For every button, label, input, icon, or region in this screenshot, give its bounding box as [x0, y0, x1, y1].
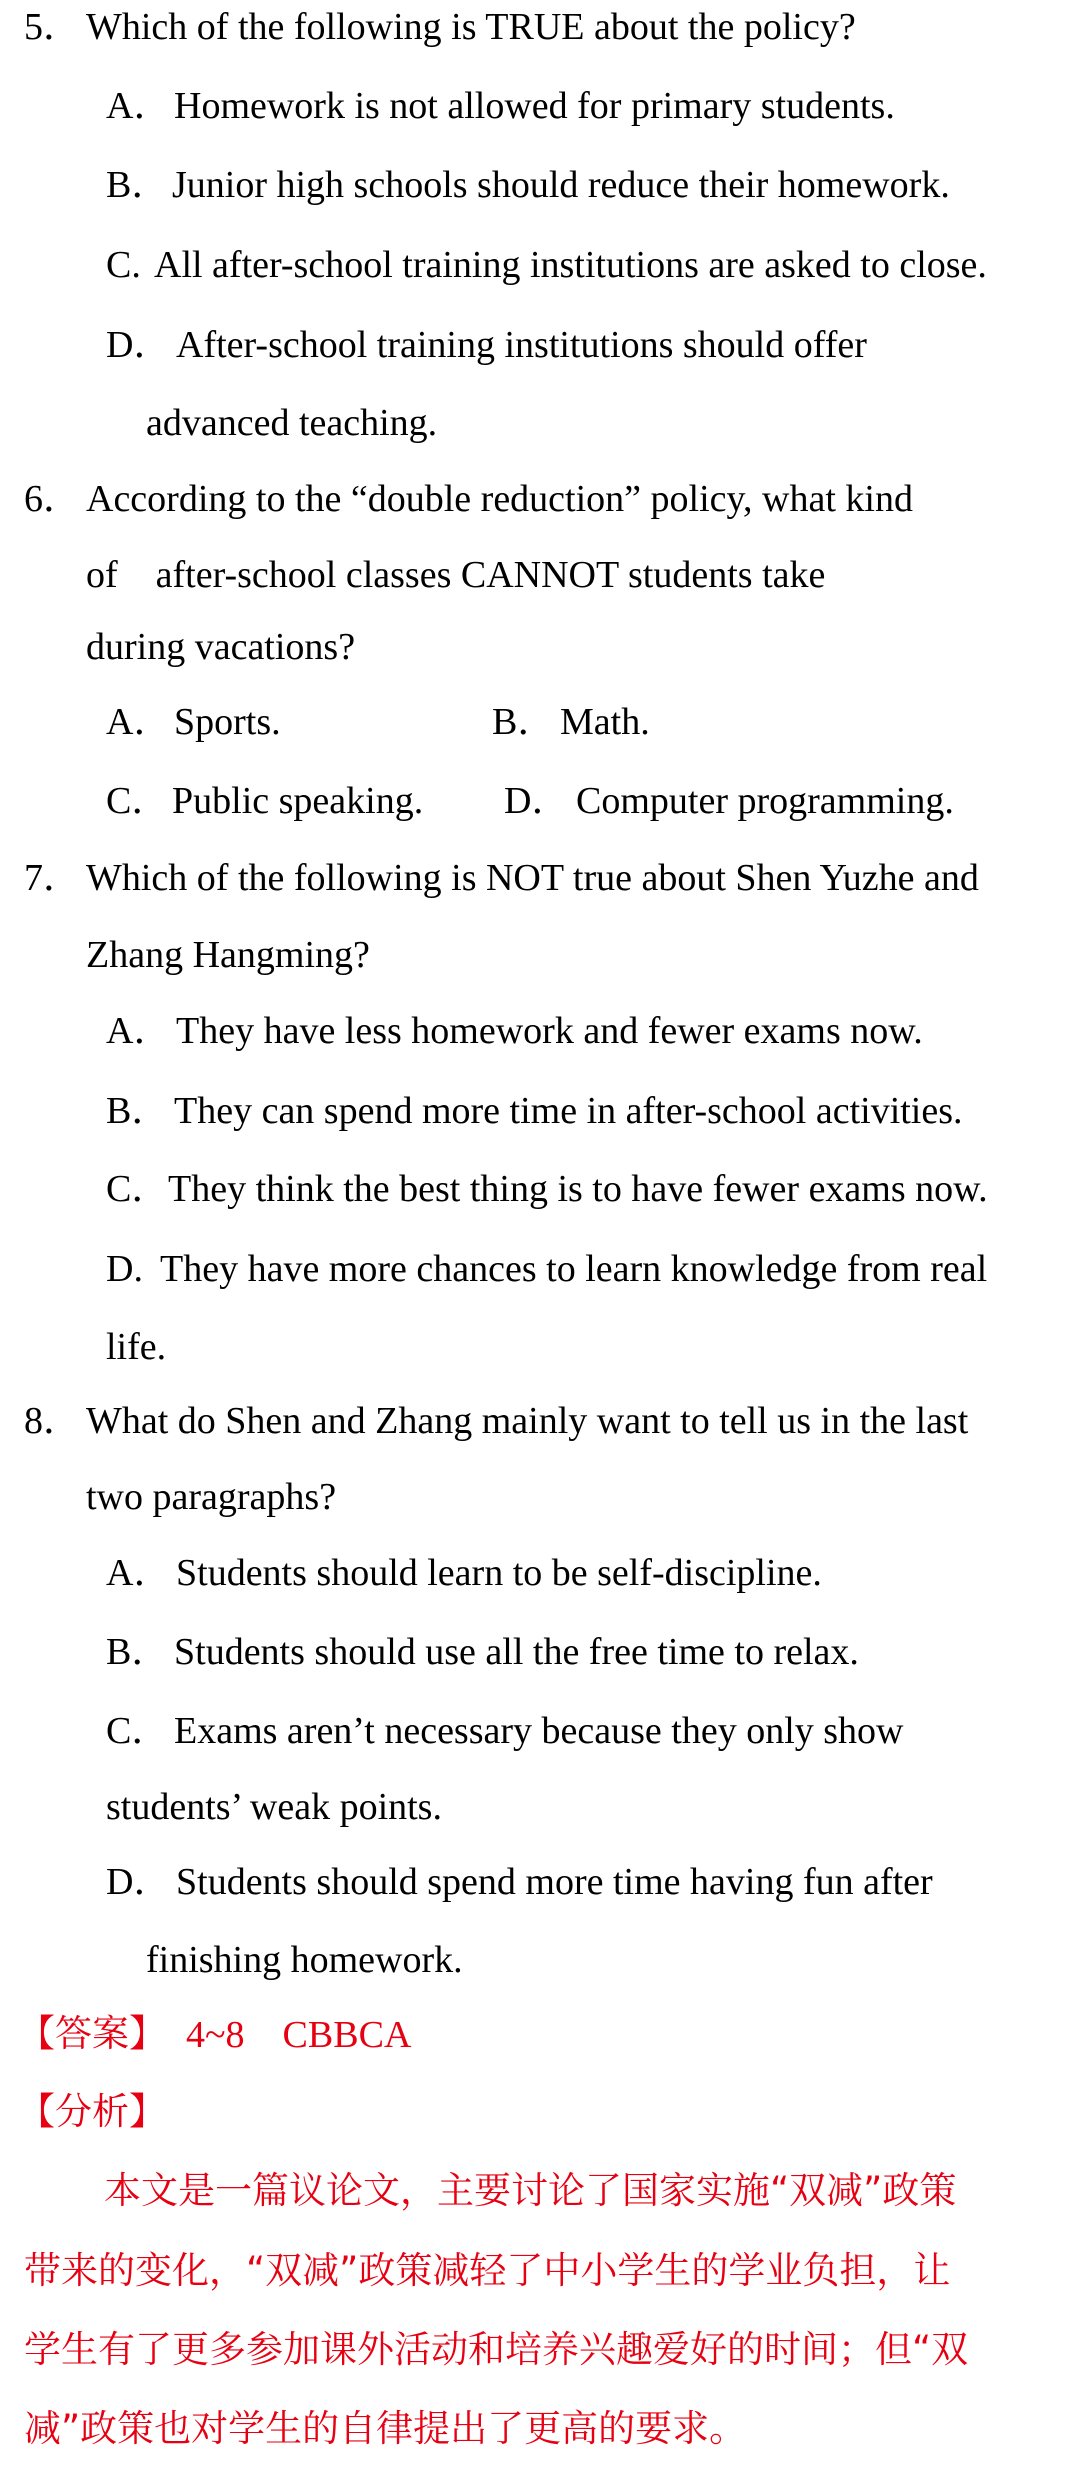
option-text: Computer programming.	[576, 780, 954, 822]
question-number: 7．	[24, 857, 82, 899]
option-text: Sports.	[174, 701, 281, 743]
option-letter: D．	[106, 1861, 172, 1903]
option-letter: B．	[106, 1090, 170, 1132]
option-letter: D.	[106, 1248, 143, 1290]
option-text: life.	[106, 1326, 167, 1368]
option-text: Math.	[560, 701, 650, 743]
option-text: Public speaking.	[172, 780, 424, 822]
option-letter: C.	[106, 244, 141, 286]
answer-value: 4~8 CBBCA	[186, 2014, 412, 2056]
question-stem: Zhang Hangming?	[86, 934, 370, 976]
option-text: students’ weak points.	[106, 1786, 442, 1828]
option-text: finishing homework.	[146, 1939, 463, 1981]
question-number: 6．	[24, 478, 82, 520]
analysis-line: 学生有了更多参加课外活动和培养兴趣爱好的时间；但“双	[24, 2328, 969, 2371]
question-stem: What do Shen and Zhang mainly want to tell us in the last	[86, 1400, 969, 1442]
option-letter: B．	[106, 164, 170, 206]
option-letter: A．	[106, 1552, 172, 1594]
option-letter: D．	[106, 324, 172, 366]
question-stem: Which of the following is TRUE about the policy?	[86, 6, 856, 48]
option-letter: A．	[106, 85, 172, 127]
answer-label: 【答案】	[18, 2012, 166, 2055]
question-stem: Which of the following is NOT true about Shen Yuzhe and	[86, 857, 979, 899]
question-stem: of after-school classes CANNOT students take	[86, 554, 826, 596]
option-text: Students should learn to be self-discipline.	[176, 1552, 822, 1594]
analysis-line: 本文是一篇议论文，主要讨论了国家实施“双减”政策	[104, 2169, 957, 2212]
option-text: Junior high schools should reduce their homework.	[172, 164, 950, 206]
analysis-line: 减”政策也对学生的自律提出了更高的要求。	[24, 2407, 747, 2450]
option-text: They can spend more time in after-school activities.	[174, 1090, 963, 1132]
option-letter: D．	[504, 780, 570, 822]
option-text: Students should spend more time having fun after	[176, 1861, 933, 1903]
option-letter: C．	[106, 1168, 170, 1210]
question-stem: two paragraphs?	[86, 1476, 337, 1518]
option-letter: B．	[106, 1631, 170, 1673]
option-letter: B．	[492, 701, 556, 743]
question-number: 5．	[24, 6, 82, 48]
question-stem: during vacations?	[86, 626, 356, 668]
analysis-label: 【分析】	[18, 2090, 166, 2133]
analysis-line: 带来的变化，“双减”政策减轻了中小学生的学业负担，让	[24, 2249, 951, 2292]
option-text: Students should use all the free time to relax.	[174, 1631, 859, 1673]
option-letter: A．	[106, 1010, 172, 1052]
question-stem: According to the “double reduction” policy, what kind	[86, 478, 913, 520]
question-number: 8．	[24, 1400, 82, 1442]
option-text: Exams aren’t necessary because they only show	[174, 1710, 904, 1752]
option-letter: A．	[106, 701, 172, 743]
option-letter: C．	[106, 1710, 170, 1752]
option-text: All after-school training institutions are asked to close.	[154, 244, 987, 286]
option-text: advanced teaching.	[146, 402, 438, 444]
option-letter: C．	[106, 780, 170, 822]
option-text: Homework is not allowed for primary students.	[174, 85, 895, 127]
option-text: They have less homework and fewer exams now.	[176, 1010, 923, 1052]
option-text: They think the best thing is to have fewer exams now.	[168, 1168, 988, 1210]
option-text: They have more chances to learn knowledge from real	[160, 1248, 988, 1290]
option-text: After-school training institutions should offer	[176, 324, 867, 366]
